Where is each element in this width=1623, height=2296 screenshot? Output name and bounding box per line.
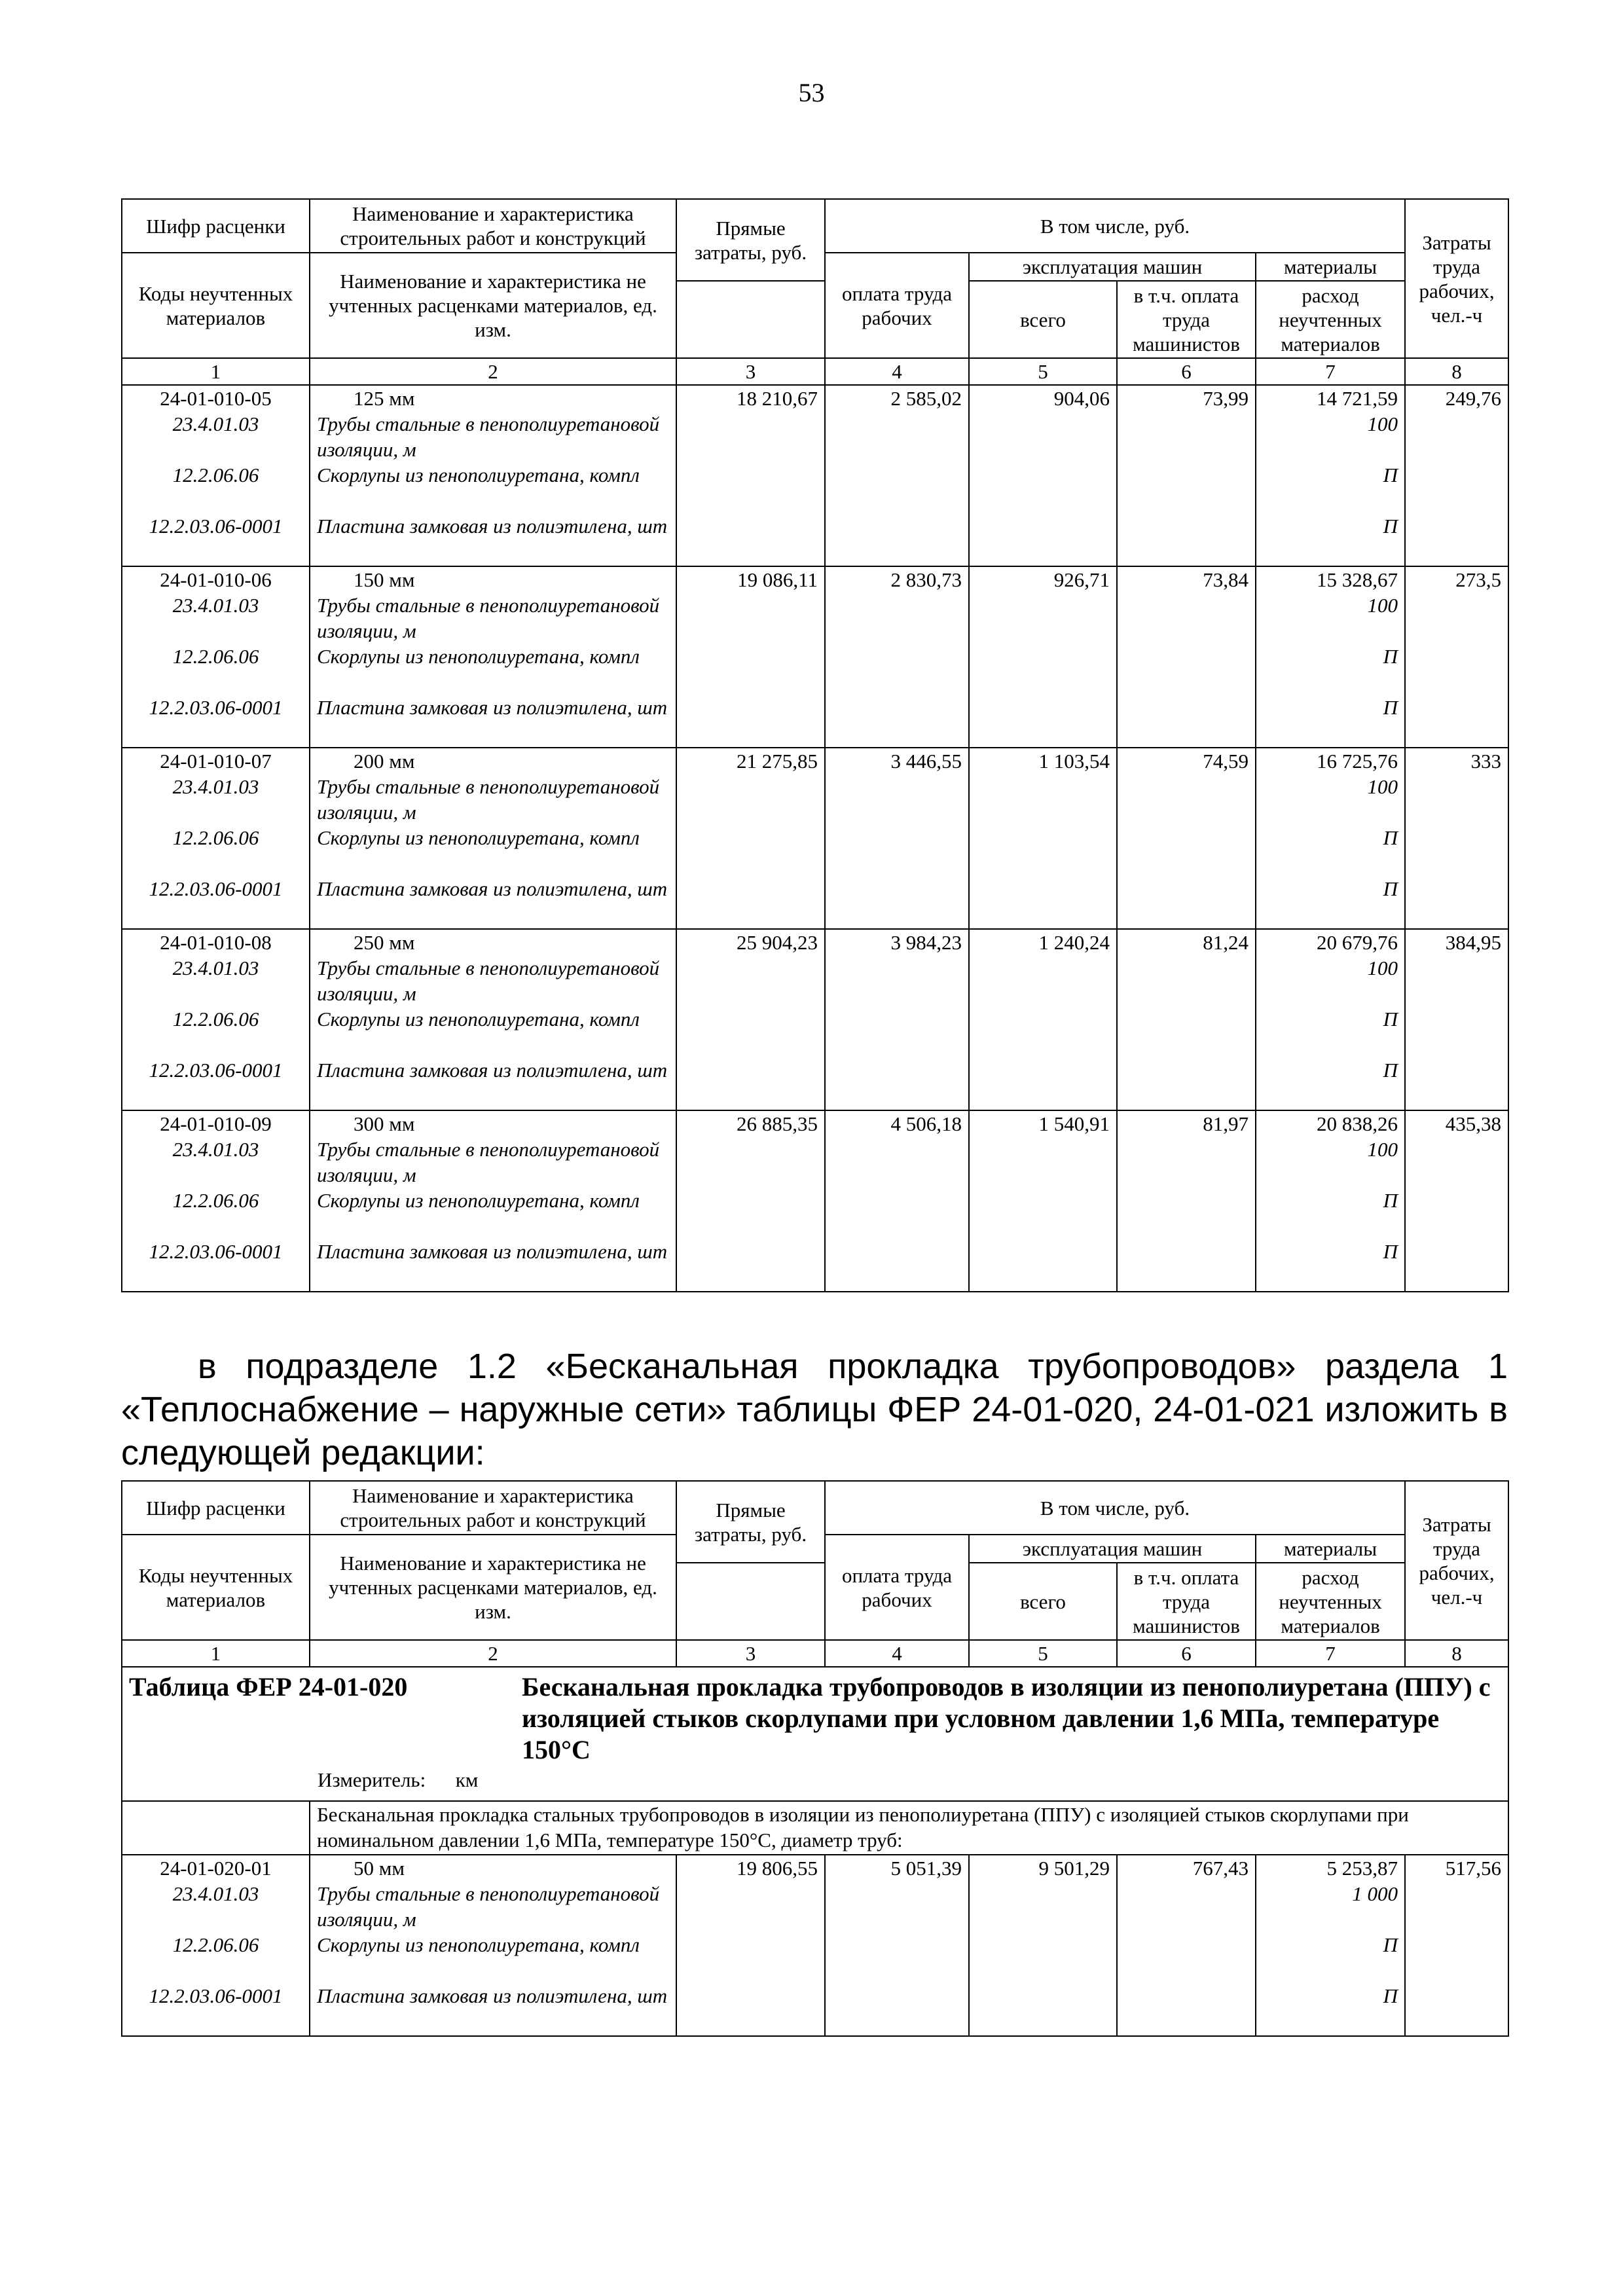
rate-code: 24-01-010-08 [160,931,272,954]
material-name: Скорлупы из пенополиуретана, компл [317,1008,640,1030]
material-name: Пластина замковая из полиэтилена, шт [317,1059,668,1082]
col-number: 1 [122,358,310,385]
intro-paragraph: в подразделе 1.2 «Бесканальная прокладка трубопроводов» раздела 1 «Теплоснабжение – наружные сети» таблицы ФЕР 24-01-020, 24-01-021 изложить в следующей редакции: [121,1347,1508,1472]
header-materials: материалы [1256,253,1405,281]
material-code: 12.2.06.06 [172,1008,259,1030]
rate-name: 250 мм [354,931,415,954]
material-code: 12.2.06.06 [172,826,259,849]
header-name: Наименование и характеристика строительных работ и конструкций [310,1481,676,1535]
material-code: 23.4.01.03 [172,957,259,979]
col-number: 2 [310,1640,676,1667]
measure-value: км [455,1768,479,1791]
material-qty: 100 [1367,594,1398,617]
rate-name: 125 мм [354,387,415,410]
labor-cost: 435,38 [1405,1110,1508,1292]
workers-pay: 3 984,23 [825,929,969,1110]
machinists-pay: 74,59 [1117,748,1256,929]
header-direct-cost: Прямые затраты, руб. [676,199,825,281]
header-materials: материалы [1256,1535,1405,1563]
header-direct-cost: Прямые затраты, руб. [676,1481,825,1563]
machines-total: 1 240,24 [969,929,1117,1110]
table-row [122,566,1508,748]
material-name: Пластина замковая из полиэтилена, шт [317,877,668,900]
material-qty: 1 000 [1352,1882,1398,1905]
header-machines: эксплуатация машин [969,253,1256,281]
material-code: 12.2.03.06-0001 [149,696,283,719]
material-code: 12.2.03.06-0001 [149,1059,283,1082]
rate-code: 24-01-020-01 [160,1857,272,1880]
machines-total: 1 540,91 [969,1110,1117,1292]
labor-cost: 249,76 [1405,385,1508,566]
header-unaccounted: расход неучтенных материалов [1256,281,1405,358]
rate-code: 24-01-010-07 [160,750,272,773]
workers-pay: 2 585,02 [825,385,969,566]
col-number: 7 [1256,358,1405,385]
measure-label: Измеритель: [318,1768,426,1791]
machines-total: 9 501,29 [969,1855,1117,2036]
table-row [122,1110,1508,1292]
machinists-pay: 73,99 [1117,385,1256,566]
col-number: 5 [969,1640,1117,1667]
rate-code: 24-01-010-09 [160,1112,272,1135]
material-code: 23.4.01.03 [172,1138,259,1161]
material-name: Скорлупы из пенополиуретана, компл [317,464,640,486]
rates-table-1 [121,198,1509,1292]
header-machinists: в т.ч. оплата труда машинистов [1117,281,1256,358]
table-row [122,385,1508,566]
header-incl: В том числе, руб. [825,1481,1405,1535]
rates-table-2 [121,1480,1509,2037]
group-description: Бесканальная прокладка стальных трубопроводов в изоляции из пенополиуретана (ППУ) с изоляцией стыков скорлупами при номинальном давлении 1,6 МПа, температуре 150°С, диаметр труб: [310,1801,1508,1855]
material-name: Трубы стальные в пенополиуретановой изоляции, м [317,1882,660,1931]
direct-cost: 18 210,67 [676,385,825,566]
col-number: 4 [825,358,969,385]
material-qty: П [1383,515,1398,538]
header-code: Шифр расценки [122,1481,310,1535]
machines-total: 904,06 [969,385,1117,566]
workers-pay: 3 446,55 [825,748,969,929]
col-number: 6 [1117,358,1256,385]
col-number: 5 [969,358,1117,385]
measure-line [129,1767,1501,1793]
material-qty: П [1383,645,1398,668]
direct-cost: 25 904,23 [676,929,825,1110]
material-qty: П [1383,1933,1398,1956]
material-name: Скорлупы из пенополиуретана, компл [317,1933,640,1956]
table-title-row [122,1667,1508,1801]
direct-cost: 26 885,35 [676,1110,825,1292]
material-code: 12.2.03.06-0001 [149,1984,283,2007]
material-name: Трубы стальные в пенополиуретановой изоляции, м [317,412,660,461]
material-qty: 100 [1367,1138,1398,1161]
table-title-label: Таблица ФЕР 24-01-020 [129,1672,408,1702]
page-number: 53 [798,78,825,107]
machines-total: 926,71 [969,566,1117,748]
machinists-pay: 767,43 [1117,1855,1256,2036]
material-code: 12.2.06.06 [172,645,259,668]
material-qty: П [1383,877,1398,900]
material-code: 23.4.01.03 [172,594,259,617]
labor-cost: 384,95 [1405,929,1508,1110]
header-machines-total: всего [969,281,1117,358]
header-labor-cost: Затраты труда рабочих, чел.-ч [1405,199,1508,358]
header-machines: эксплуатация машин [969,1535,1256,1563]
labor-cost: 517,56 [1405,1855,1508,2036]
machines-total: 1 103,54 [969,748,1117,929]
material-name: Пластина замковая из полиэтилена, шт [317,515,668,538]
materials-cost: 16 725,76 [1317,750,1398,773]
header-mat-codes: Коды неучтенных материалов [122,253,310,358]
material-code: 23.4.01.03 [172,1882,259,1905]
material-qty: П [1383,1240,1398,1263]
material-name: Трубы стальные в пенополиуретановой изоляции, м [317,1138,660,1186]
labor-cost: 333 [1405,748,1508,929]
table-title-text: Бесканальная прокладка трубопроводов в изоляции из пенополиуретана (ППУ) с изоляцией стыков скорлупами при условном давлении 1,6 МПа, температуре 150°С [522,1672,1491,1764]
material-code: 12.2.03.06-0001 [149,1240,283,1263]
direct-cost: 19 806,55 [676,1855,825,2036]
rate-name: 150 мм [354,568,415,591]
col-number: 1 [122,1640,310,1667]
material-qty: 100 [1367,775,1398,798]
material-name: Пластина замковая из полиэтилена, шт [317,1984,668,2007]
material-qty: П [1383,1189,1398,1212]
table-row [122,1855,1508,2036]
material-qty: П [1383,1059,1398,1082]
material-qty: П [1383,1984,1398,2007]
direct-cost: 21 275,85 [676,748,825,929]
machinists-pay: 73,84 [1117,566,1256,748]
materials-cost: 20 838,26 [1317,1112,1398,1135]
col-number: 6 [1117,1640,1256,1667]
material-qty: П [1383,826,1398,849]
table-row [122,929,1508,1110]
header-incl: В том числе, руб. [825,199,1405,253]
column-numbers-row [122,1640,1508,1667]
header-mat-names: Наименование и характеристика не учтенных расценками материалов, ед. изм. [310,253,676,358]
material-name: Пластина замковая из полиэтилена, шт [317,1240,668,1263]
labor-cost: 273,5 [1405,566,1508,748]
material-qty: П [1383,464,1398,486]
workers-pay: 4 506,18 [825,1110,969,1292]
group-code-empty [122,1801,310,1855]
machinists-pay: 81,24 [1117,929,1256,1110]
header-direct-spacer [676,281,825,358]
material-code: 12.2.06.06 [172,1933,259,1956]
materials-cost: 20 679,76 [1317,931,1398,954]
materials-cost: 15 328,67 [1317,568,1398,591]
table-row [122,748,1508,929]
header-labor-cost: Затраты труда рабочих, чел.-ч [1405,1481,1508,1640]
material-code: 12.2.06.06 [172,464,259,486]
rate-code: 24-01-010-05 [160,387,272,410]
direct-cost: 19 086,11 [676,566,825,748]
header-workers-pay: оплата труда рабочих [825,1535,969,1640]
col-number: 4 [825,1640,969,1667]
header-mat-codes: Коды неучтенных материалов [122,1535,310,1640]
material-code: 12.2.06.06 [172,1189,259,1212]
material-name: Скорлупы из пенополиуретана, компл [317,645,640,668]
material-code: 12.2.03.06-0001 [149,515,283,538]
material-name: Трубы стальные в пенополиуретановой изоляции, м [317,775,660,824]
material-qty: 100 [1367,412,1398,435]
material-qty: 100 [1367,957,1398,979]
material-qty: П [1383,696,1398,719]
material-name: Скорлупы из пенополиуретана, компл [317,1189,640,1212]
workers-pay: 5 051,39 [825,1855,969,2036]
header-name: Наименование и характеристика строительных работ и конструкций [310,199,676,253]
header-code: Шифр расценки [122,199,310,253]
material-code: 23.4.01.03 [172,412,259,435]
col-number: 7 [1256,1640,1405,1667]
col-number: 2 [310,358,676,385]
col-number: 8 [1405,358,1508,385]
material-code: 23.4.01.03 [172,775,259,798]
rate-name: 50 мм [354,1857,405,1880]
material-code: 12.2.03.06-0001 [149,877,283,900]
machinists-pay: 81,97 [1117,1110,1256,1292]
material-name: Скорлупы из пенополиуретана, компл [317,826,640,849]
header-machines-total: всего [969,1563,1117,1640]
rate-name: 200 мм [354,750,415,773]
materials-cost: 5 253,87 [1326,1857,1398,1880]
col-number: 3 [676,358,825,385]
header-unaccounted: расход неучтенных материалов [1256,1563,1405,1640]
materials-cost: 14 721,59 [1317,387,1398,410]
header-machinists: в т.ч. оплата труда машинистов [1117,1563,1256,1640]
rate-name: 300 мм [354,1112,415,1135]
material-name: Трубы стальные в пенополиуретановой изоляции, м [317,957,660,1005]
group-row [122,1801,1508,1855]
material-name: Пластина замковая из полиэтилена, шт [317,696,668,719]
material-name: Трубы стальные в пенополиуретановой изоляции, м [317,594,660,642]
col-number: 3 [676,1640,825,1667]
material-qty: П [1383,1008,1398,1030]
column-numbers-row [122,358,1508,385]
header-mat-names: Наименование и характеристика не учтенных расценками материалов, ед. изм. [310,1535,676,1640]
col-number: 8 [1405,1640,1508,1667]
workers-pay: 2 830,73 [825,566,969,748]
header-direct-spacer [676,1563,825,1640]
header-workers-pay: оплата труда рабочих [825,253,969,358]
rate-code: 24-01-010-06 [160,568,272,591]
